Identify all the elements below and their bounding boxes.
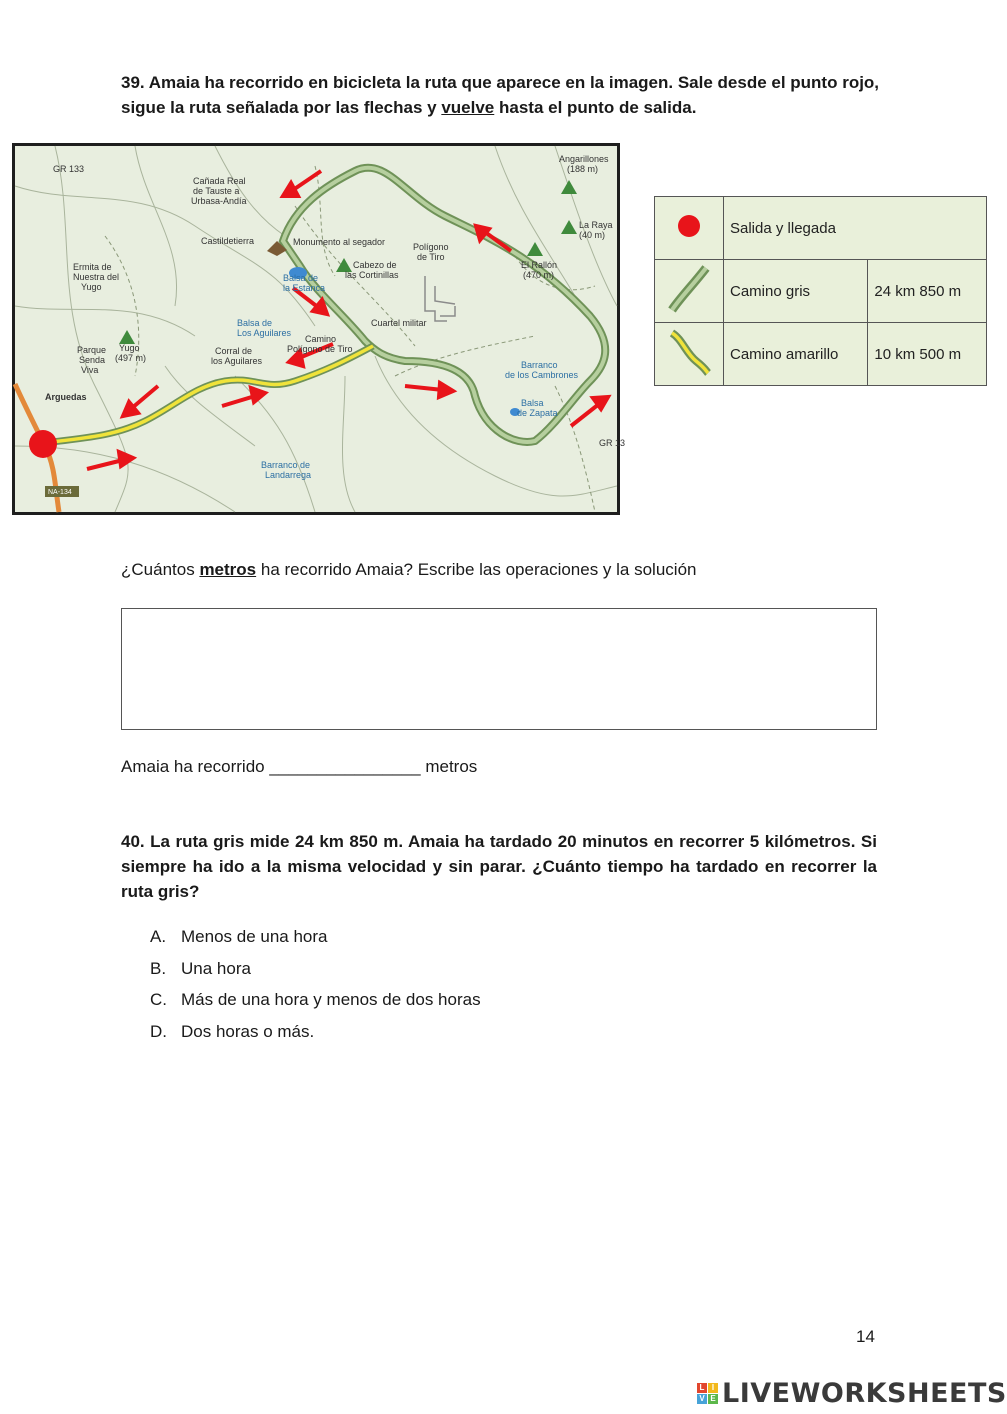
map-label-landarrega: Landarrega	[265, 470, 312, 480]
map-label-canada: Urbasa-Andía	[191, 196, 247, 206]
map-label-corral: Corral de	[215, 346, 253, 356]
map-label-rallon: El Rallón	[521, 260, 558, 270]
map-label-yugo: (497 m)	[115, 353, 147, 363]
gray-path-icon	[666, 264, 712, 314]
option-text: Más de una hora y menos de dos horas	[181, 990, 481, 1009]
legend-start-label: Salida y llegada	[724, 197, 987, 260]
map-label-raya: La Raya	[579, 220, 613, 230]
question-39-text	[121, 70, 881, 120]
map-label-rallon: (470 m)	[523, 270, 555, 280]
map-label-cambrones: Barranco	[521, 360, 558, 370]
map-label-parque: Parque	[77, 345, 107, 355]
direction-arrow	[476, 226, 511, 251]
question-40-text	[121, 829, 877, 904]
map-label-poligono: Polígono	[413, 242, 449, 252]
map-label-canada: Cañada Real	[193, 176, 246, 186]
option-letter: B.	[150, 958, 167, 978]
direction-arrow	[87, 452, 133, 469]
map-label-angarillones: Angarillones	[559, 154, 609, 164]
question-post: ha recorrido Amaia? Escribe las operaciones y la solución	[260, 560, 697, 579]
brand-logo-letter: I	[708, 1383, 718, 1393]
map-label-zapata: Balsa	[521, 398, 544, 408]
legend-yellow-label: Camino amarillo	[724, 323, 868, 386]
map-legend	[654, 196, 987, 386]
brand-logo-icon	[697, 1383, 718, 1404]
map-label-cabezo: las Cortinillas	[345, 270, 399, 280]
shooting-range-icon	[425, 276, 455, 321]
map-label-ermita: Yugo	[81, 282, 102, 292]
question-text-part-a: Amaia ha recorrido en bicicleta la ruta que aparece en la imagen. Sale desde el punto rojo, sigue la ruta señalada por las flechas y	[121, 73, 880, 117]
option-letter: A.	[150, 927, 167, 946]
map-label-camino: Polígono de Tiro	[287, 344, 353, 354]
red-dot-icon	[676, 213, 702, 239]
map-label-balsa-aguilares: Los Aguilares	[237, 328, 292, 338]
option-text: Una hora	[181, 958, 251, 978]
legend-symbol-start	[655, 197, 724, 260]
legend-yellow-value: 10 km 500 m	[868, 323, 987, 386]
map-label-cabezo: Cabezo de	[353, 260, 397, 270]
brand-logo-letter: V	[697, 1394, 707, 1404]
direction-arrow	[222, 388, 265, 406]
start-end-marker	[29, 430, 57, 458]
map-label-balsa-estanca: la Estanca	[283, 283, 326, 293]
mountain-icon	[561, 180, 577, 194]
answer-options	[150, 926, 481, 1052]
map-label-parque: Viva	[81, 365, 99, 375]
liveworksheets-logo[interactable]	[697, 1378, 1007, 1408]
map-label-landarrega: Barranco de	[261, 460, 311, 470]
direction-arrow	[123, 386, 158, 416]
option-text: Menos de una hora	[181, 927, 328, 946]
map-label-canada: de Tauste a	[193, 186, 240, 196]
question-bold-word: metros	[199, 560, 257, 579]
answer-box[interactable]	[121, 608, 877, 730]
option-text: Dos horas o más.	[181, 1021, 315, 1041]
answer-line[interactable]: Amaia ha recorrido ________________ metros	[121, 757, 478, 776]
mountain-icon	[561, 220, 577, 234]
legend-symbol-yellow	[655, 323, 724, 386]
legend-gray-value: 24 km 850 m	[868, 260, 987, 323]
direction-arrow	[405, 383, 453, 397]
map-label-castildetierra: Castildetierra	[201, 236, 255, 246]
option-letter: D.	[150, 1021, 167, 1041]
question-text-underlined: vuelve	[441, 98, 495, 117]
map-label-gr133: GR 133	[53, 164, 85, 174]
mountain-icon	[527, 242, 543, 256]
map-label-corral: los Aguilares	[211, 356, 263, 366]
map-label-parque: Senda	[79, 355, 106, 365]
map-label-arguedas: Arguedas	[45, 392, 87, 402]
map-label-balsa-estanca: Balsa de	[283, 273, 319, 283]
map-label-cambrones: de los Cambrones	[505, 370, 579, 380]
map-label-balsa-aguilares: Balsa de	[237, 318, 273, 328]
option-b[interactable]	[150, 958, 481, 990]
option-a[interactable]	[150, 926, 481, 958]
option-d[interactable]	[150, 1021, 481, 1053]
map-label-monumento: Monumento al segador	[293, 237, 386, 247]
brand-logo-letter: E	[708, 1394, 718, 1404]
page-number: 14	[856, 1327, 875, 1346]
map-label-ermita: Nuestra del	[73, 272, 120, 282]
map-label-yugo: Yugo	[119, 343, 140, 353]
mountain-icon	[119, 330, 135, 344]
legend-symbol-gray	[655, 260, 724, 323]
question-number: 39.	[121, 73, 145, 92]
brand-text: LIVEWORKSHEETS	[722, 1377, 1007, 1409]
brand-logo-letter: L	[697, 1383, 707, 1393]
legend-gray-label: Camino gris	[724, 260, 868, 323]
map-label-cuartel: Cuartel militar	[371, 318, 427, 328]
option-c[interactable]	[150, 989, 481, 1021]
map-label-ermita: Ermita de	[73, 262, 112, 272]
map-label-camino: Camino	[305, 334, 337, 344]
route-map	[12, 143, 626, 515]
yellow-path-icon	[666, 327, 712, 377]
question-pre: ¿Cuántos	[121, 560, 195, 579]
map-label-na134: NA-134	[48, 489, 72, 496]
map-label-angarillones: (188 m)	[567, 164, 599, 174]
map-label-raya: (40 m)	[579, 230, 606, 240]
map-label-zapata: de Zapata	[517, 408, 558, 418]
option-letter: C.	[150, 990, 167, 1009]
question-40-title: 40. La ruta gris mide 24 km 850 m. Amaia ha tardado 20 minutos en recorrer 5 kilómetros. Si siempre ha ido a la misma velocidad y sin parar. ¿Cuánto tiempo ha tardado en recorrer la ruta gris?	[121, 832, 877, 901]
question-text-part-b: hasta el punto de salida.	[499, 98, 697, 117]
map-label-gr13: GR 13	[599, 438, 626, 448]
map-label-poligono: de Tiro	[417, 252, 445, 262]
question-metros	[121, 559, 696, 581]
